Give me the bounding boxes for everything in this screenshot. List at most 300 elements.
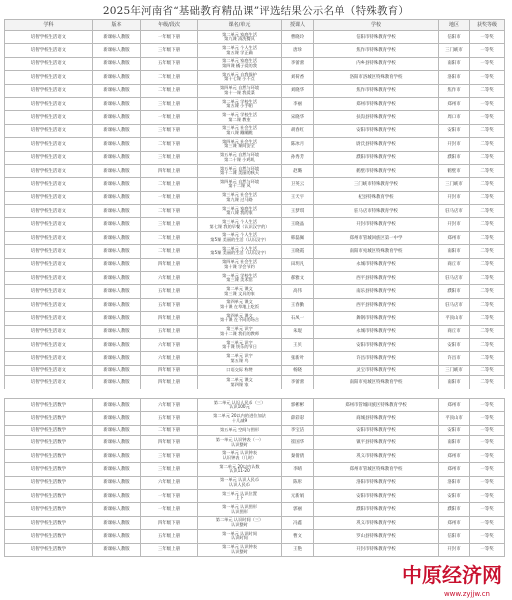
cell-teacher: 韩磊佩	[282, 231, 314, 244]
cell-school: 开封市特殊教育学校	[314, 218, 439, 231]
cell-region: 开封市	[439, 191, 470, 204]
cell-teacher: 刘晓华	[282, 84, 314, 97]
header-school: 学校	[314, 20, 439, 31]
cell-teacher: 李丽	[282, 97, 314, 110]
cell-teacher: 孙秀芳	[282, 151, 314, 164]
cell-version: 新课标人教版	[93, 44, 141, 57]
cell-lesson: 第四单元 自然与环境 第十一课 我爱菜	[198, 84, 282, 97]
cell-lesson: 第五单元 空间与图形	[198, 425, 282, 436]
cell-school: 内乡县特殊教育学校	[314, 57, 439, 70]
page-title: 2025年河南省“基础教育精品课”评选结果公示名单（特殊教育）	[102, 5, 410, 17]
cell-school: 鹤壁市特殊教育学校	[314, 164, 439, 177]
table-row	[5, 338, 505, 351]
cell-school: 杞县特殊教育学校	[314, 191, 439, 204]
cell-school: 西平县特殊教育学校	[314, 298, 439, 311]
cell-grade: 六年级下册	[141, 338, 198, 351]
cell-lesson: 第五单元 自我保护 第十七课 小不点	[198, 71, 282, 84]
cell-grade: 六年级上册	[141, 476, 198, 489]
cell-subject: 培智学校生活语文	[5, 325, 93, 338]
cell-award: 二等奖	[470, 124, 505, 137]
cell-award: 一等奖	[470, 44, 505, 57]
cell-version: 新课标人教版	[93, 245, 141, 258]
cell-teacher: 郝雅文	[282, 272, 314, 285]
cell-region: 南阳市	[439, 436, 470, 449]
header-version: 版本	[93, 20, 141, 31]
cell-grade: 三年级上册	[141, 151, 198, 164]
cell-version: 新课标人教版	[93, 124, 141, 137]
cell-version: 新课标人教版	[93, 436, 141, 449]
cell-award: 二等奖	[470, 285, 505, 298]
cell-version: 新课标人教版	[93, 325, 141, 338]
table-row	[5, 178, 505, 191]
cell-school: 焦作市特殊教育学校	[314, 84, 439, 97]
cell-subject: 培智学校生活数学	[5, 476, 93, 489]
cell-award: 一等奖	[470, 111, 505, 124]
cell-version: 新课标人教版	[93, 412, 141, 425]
cell-region: 郑州市	[439, 463, 470, 476]
cell-lesson: 第四单元 自然与环境 第十二课 风	[198, 178, 282, 191]
cell-grade: 二年级上册	[141, 231, 198, 244]
cell-teacher: 田玥凡	[282, 258, 314, 271]
table-row	[5, 516, 505, 529]
cell-grade: 四年级下册	[141, 516, 198, 529]
cell-grade: 一年级上册	[141, 191, 198, 204]
award-table-section-2	[4, 398, 505, 557]
cell-region: 鹤壁市	[439, 164, 470, 177]
cell-teacher: 冯鑫	[282, 516, 314, 529]
cell-subject: 培智学校生活语文	[5, 376, 93, 389]
cell-school: 南阳市宛城区特殊教育学校	[314, 376, 439, 389]
cell-grade: 六年级上册	[141, 272, 198, 285]
cell-region: 平顶山市	[439, 312, 470, 325]
cell-region: 安阳市	[439, 124, 470, 137]
cell-award: 一等奖	[470, 476, 505, 489]
cell-subject: 培智学校生活语文	[5, 111, 93, 124]
cell-school: 开封市特殊教育学校	[314, 543, 439, 556]
table-row	[5, 476, 505, 489]
site-watermark-url: www.zyjjw.cn	[443, 590, 490, 598]
table-row	[5, 258, 505, 271]
cell-version: 新课标人教版	[93, 376, 141, 389]
cell-lesson: 第五单元 自然与环境 第二十课 小鸡叽	[198, 151, 282, 164]
cell-teacher: 王晓霞	[282, 245, 314, 258]
cell-award: 一等奖	[470, 463, 505, 476]
table-row	[5, 298, 505, 311]
cell-teacher: 王艳	[282, 543, 314, 556]
table-row	[5, 231, 505, 244]
cell-subject: 培智学校生活语文	[5, 218, 93, 231]
table-row	[5, 449, 505, 462]
cell-subject: 培智学校生活数学	[5, 436, 93, 449]
header-award: 获奖等级	[470, 20, 505, 31]
cell-version: 新课标人教版	[93, 516, 141, 529]
cell-lesson: 第四单元 课文 第十课 在不同的场合	[198, 312, 282, 325]
cell-grade: 四年级上册	[141, 164, 198, 177]
cell-region: 南阳市	[439, 245, 470, 258]
table-row	[5, 272, 505, 285]
cell-region: 郑州市	[439, 399, 470, 412]
cell-version: 新课标人教版	[93, 490, 141, 503]
table-row	[5, 503, 505, 516]
cell-lesson: 第五单元 自然与环境 第十二课 美丽的秋天	[198, 164, 282, 177]
cell-version: 新课标人教版	[93, 71, 141, 84]
cell-school: 焦作市特殊教育学校	[314, 44, 439, 57]
cell-version: 新课标人教版	[93, 298, 141, 311]
cell-award: 一等奖	[470, 503, 505, 516]
cell-school: 尉氏县特殊教育学校	[314, 138, 439, 151]
cell-award: 二等奖	[470, 138, 505, 151]
cell-grade: 三年级下册	[141, 449, 198, 462]
cell-lesson: 第二单元 学校生活 第五课 小手帕	[198, 97, 282, 110]
cell-lesson: 第二单元 课文 第四课 家	[198, 376, 282, 389]
cell-region: 驻马店市	[439, 298, 470, 311]
cell-version: 新课标人教版	[93, 449, 141, 462]
cell-version: 新课标人教版	[93, 425, 141, 436]
cell-lesson: 第四单元 社会生活 第十课 学会节约	[198, 258, 282, 271]
cell-version: 新课标人教版	[93, 399, 141, 412]
cell-school: 南阳市宛城区特殊教育学校	[314, 245, 439, 258]
cell-region: 商丘市	[439, 258, 470, 271]
cell-school: 安阳市特殊教育学校	[314, 425, 439, 436]
cell-award: 一等奖	[470, 71, 505, 84]
cell-grade: 三年级上册	[141, 97, 198, 110]
cell-school: 洛阳市洛城区特殊教育学校	[314, 71, 439, 84]
site-watermark-logo: 中原经济网	[402, 563, 502, 587]
cell-grade: 四年级上册	[141, 258, 198, 271]
table-row	[5, 543, 505, 556]
cell-subject: 培智学校生活语文	[5, 44, 93, 57]
cell-lesson: 第四单元 社会生活 第三课 课间安全	[198, 138, 282, 151]
cell-subject: 培智学校生活数学	[5, 503, 93, 516]
cell-school: 濮阳市特殊教育学校	[314, 503, 439, 516]
cell-award: 二等奖	[470, 191, 505, 204]
cell-subject: 培智学校生活数学	[5, 543, 93, 556]
cell-lesson: 第二单元 课文 第三课 文具的家	[198, 285, 282, 298]
cell-region: 郑州市	[439, 231, 470, 244]
cell-lesson: 第一单元 个人生活 第5课 美丽的生活（认识汉字）	[198, 231, 282, 244]
table-row	[5, 325, 505, 338]
cell-teacher: 薛彩彩	[282, 412, 314, 425]
cell-school: 南乐县特殊教育学校	[314, 285, 439, 298]
cell-region: 安阳市	[439, 490, 470, 503]
cell-school: 郑州市管城区特殊教育学校	[314, 463, 439, 476]
cell-lesson: 第二单元 识字 第五课 鸟	[198, 352, 282, 365]
cell-region: 驻马店市	[439, 272, 470, 285]
cell-teacher: 赵璐	[282, 164, 314, 177]
cell-teacher: 李蕾蕾	[282, 57, 314, 70]
table-row	[5, 365, 505, 376]
cell-version: 新课标人教版	[93, 205, 141, 218]
table-row	[5, 97, 505, 110]
cell-subject: 培智学校生活数学	[5, 425, 93, 436]
cell-lesson: 第三单元 社会生活 第八课 蹦蹦跳	[198, 124, 282, 137]
cell-grade: 六年级下册	[141, 399, 198, 412]
cell-lesson: 第一单元 认识图形 认识图形	[198, 503, 282, 516]
cell-school: 郑州市管城回族区第一中学	[314, 231, 439, 244]
cell-subject: 培智学校生活语文	[5, 245, 93, 258]
cell-teacher: 李晴	[282, 463, 314, 476]
table-body	[5, 399, 505, 557]
table-row	[5, 44, 505, 57]
cell-grade: 四年级下册	[141, 365, 198, 376]
cell-subject: 培智学校生活数学	[5, 490, 93, 503]
table-row	[5, 205, 505, 218]
cell-lesson: 第二单元 个人生活 第5课 美丽的生活（认识汉字）	[198, 245, 282, 258]
cell-lesson: 第三单元 社会生活 第九课 过马路	[198, 191, 282, 204]
cell-award: 一等奖	[470, 425, 505, 436]
cell-version: 新课标人教版	[93, 365, 141, 376]
cell-school: 舞钢市特殊教育学校	[314, 312, 439, 325]
cell-award: 二等奖	[470, 84, 505, 97]
cell-teacher: 陈冰月	[282, 138, 314, 151]
cell-school: 西平县特殊教育学校	[314, 272, 439, 285]
cell-version: 新课标人教版	[93, 476, 141, 489]
cell-version: 新课标人教版	[93, 31, 141, 44]
table-row	[5, 124, 505, 137]
cell-region: 信阳市	[439, 31, 470, 44]
cell-region: 濮阳市	[439, 285, 470, 298]
cell-subject: 培智学校生活语文	[5, 191, 93, 204]
cell-version: 新课标人教版	[93, 164, 141, 177]
cell-version: 新课标人教版	[93, 218, 141, 231]
cell-grade: 三年级下册	[141, 44, 198, 57]
cell-school: 罗山县特殊教育学校	[314, 530, 439, 543]
cell-lesson: 第一单元 认识人民币 认识人民币	[198, 476, 282, 489]
cell-school: 镇平县特殊教育学校	[314, 436, 439, 449]
cell-school: 郑州市管城回族区特殊教育学校	[314, 399, 439, 412]
cell-region: 开封市	[439, 138, 470, 151]
cell-subject: 培智学校生活语文	[5, 124, 93, 137]
cell-subject: 培智学校生活语文	[5, 178, 93, 191]
cell-award: 一等奖	[470, 490, 505, 503]
cell-subject: 培智学校生活语文	[5, 338, 93, 351]
cell-subject: 培智学校生活语文	[5, 205, 93, 218]
cell-version: 新课标人教版	[93, 178, 141, 191]
cell-lesson: 第四单元 课文 第十课 在草地上吃饭	[198, 298, 282, 311]
cell-teacher: 王春勤	[282, 298, 314, 311]
cell-subject: 培智学校生活语文	[5, 285, 93, 298]
cell-grade: 二年级上册	[141, 71, 198, 84]
cell-subject: 培智学校生活语文	[5, 231, 93, 244]
cell-award: 一等奖	[470, 31, 505, 44]
cell-version: 新课标人教版	[93, 338, 141, 351]
cell-award: 一等奖	[470, 530, 505, 543]
table-row	[5, 151, 505, 164]
cell-lesson: 第二单元 家庭生活 第九课 清洗餐具	[198, 31, 282, 44]
cell-school: 永城市特殊教育学校	[314, 258, 439, 271]
section-gap	[0, 389, 512, 398]
cell-grade: 二年级下册	[141, 138, 198, 151]
table-row	[5, 463, 505, 476]
cell-region: 安阳市	[439, 425, 470, 436]
cell-lesson: 第二单元 认识时间（三） 认识整时	[198, 516, 282, 529]
cell-version: 新课标人教版	[93, 138, 141, 151]
cell-award: 二等奖	[470, 231, 505, 244]
cell-teacher: 曹文	[282, 530, 314, 543]
cell-subject: 培智学校生活数学	[5, 463, 93, 476]
cell-lesson: 第一单元 认识钟表（一） 认识整时	[198, 436, 282, 449]
cell-award: 二等奖	[470, 151, 505, 164]
cell-teacher: 石凤一	[282, 312, 314, 325]
cell-region: 焦作市	[439, 84, 470, 97]
cell-award: 二等奖	[470, 298, 505, 311]
cell-lesson: 第一单元 认识时间 认识时间	[198, 530, 282, 543]
cell-grade: 一年级上册	[141, 111, 198, 124]
cell-award: 二等奖	[470, 325, 505, 338]
table-row	[5, 164, 505, 177]
cell-grade: 二年级上册	[141, 178, 198, 191]
cell-award: 二等奖	[470, 365, 505, 376]
cell-award: 一等奖	[470, 516, 505, 529]
cell-region: 三门峡市	[439, 365, 470, 376]
cell-teacher: 卫英云	[282, 178, 314, 191]
cell-award: 一等奖	[470, 436, 505, 449]
cell-teacher: 郭彬彬	[282, 399, 314, 412]
cell-region: 南阳市	[439, 57, 470, 70]
cell-award: 二等奖	[470, 272, 505, 285]
cell-version: 新课标人教版	[93, 543, 141, 556]
cell-version: 新课标人教版	[93, 530, 141, 543]
cell-region: 郑州市	[439, 97, 470, 110]
cell-version: 新课标人教版	[93, 57, 141, 70]
cell-region: 洛阳市	[439, 71, 470, 84]
cell-subject: 培智学校生活语文	[5, 272, 93, 285]
cell-subject: 培智学校生活语文	[5, 365, 93, 376]
cell-lesson: 第三单元 识字 第十二课 我们的教师	[198, 325, 282, 338]
cell-region: 濮阳市	[439, 151, 470, 164]
cell-subject: 培智学校生活语文	[5, 312, 93, 325]
cell-version: 新课标人教版	[93, 463, 141, 476]
table-row	[5, 490, 505, 503]
cell-version: 新课标人教版	[93, 84, 141, 97]
cell-region: 周口市	[439, 111, 470, 124]
cell-version: 新课标人教版	[93, 312, 141, 325]
cell-lesson: 口语交际 称赞	[198, 365, 282, 376]
cell-school: 濮阳市特殊教育学校	[314, 151, 439, 164]
cell-teacher: 杨晓	[282, 365, 314, 376]
cell-teacher: 陈彤	[282, 476, 314, 489]
cell-award: 二等奖	[470, 352, 505, 365]
cell-subject: 培智学校生活语文	[5, 151, 93, 164]
cell-subject: 培智学校生活语文	[5, 84, 93, 97]
cell-region: 三门峡市	[439, 44, 470, 57]
cell-teacher: 王晓晶	[282, 218, 314, 231]
cell-award: 一等奖	[470, 399, 505, 412]
cell-school: 永城市特殊教育学校	[314, 325, 439, 338]
cell-award: 二等奖	[470, 258, 505, 271]
cell-award: 一等奖	[470, 57, 505, 70]
cell-award: 二等奖	[470, 338, 505, 351]
cell-lesson: 第三单元 识字 第十课 快乐的节日	[198, 338, 282, 351]
table-row	[5, 191, 505, 204]
cell-subject: 培智学校生活数学	[5, 516, 93, 529]
cell-teacher: 王天宇	[282, 191, 314, 204]
cell-region: 开封市	[439, 218, 470, 231]
cell-region: 许昌市	[439, 352, 470, 365]
cell-subject: 培智学校生活数学	[5, 449, 93, 462]
cell-lesson: 第一单元 学校生活 第二课 教室	[198, 111, 282, 124]
cell-teacher: 曹晓玲	[282, 31, 314, 44]
table-row	[5, 530, 505, 543]
table-row	[5, 436, 505, 449]
cell-region: 郑州市	[439, 516, 470, 529]
cell-school: 信阳市特殊教育学校	[314, 31, 439, 44]
cell-grade: 五年级上册	[141, 325, 198, 338]
cell-region: 开封市	[439, 543, 470, 556]
cell-school: 驻马店市特殊教育学校	[314, 205, 439, 218]
cell-school: 安阳市特殊教育学校	[314, 124, 439, 137]
header-region: 地区	[439, 20, 470, 31]
cell-region: 驻马店市	[439, 205, 470, 218]
cell-grade: 三年级下册	[141, 124, 198, 137]
cell-grade: 二年级上册	[141, 84, 198, 97]
header-subject: 学科	[5, 20, 93, 31]
cell-version: 新课标人教版	[93, 258, 141, 271]
cell-subject: 培智学校生活语文	[5, 352, 93, 365]
cell-grade: 四年级下册	[141, 436, 198, 449]
cell-school: 灵宝市特殊教育学校	[314, 365, 439, 376]
cell-subject: 培智学校生活语文	[5, 31, 93, 44]
cell-lesson: 第二单元 家庭生活 第四课 橘子爱的我	[198, 57, 282, 70]
cell-school: 安阳市特殊教育学校	[314, 338, 439, 351]
header-teacher: 授课人	[282, 20, 314, 31]
cell-lesson: 第二单元 认识钟表 认识整时	[198, 543, 282, 556]
award-table-section-1	[4, 19, 505, 390]
cell-lesson: 第一单元 学校生活 第三课 美术馆	[198, 272, 282, 285]
cell-teacher: 李蕾蕾	[282, 376, 314, 389]
cell-teacher: 秦倩倩	[282, 449, 314, 462]
cell-award: 二等奖	[470, 245, 505, 258]
header-grade: 年级/段次	[141, 20, 198, 31]
table-row	[5, 376, 505, 389]
cell-award: 一等奖	[470, 97, 505, 110]
cell-grade: 一年级下册	[141, 31, 198, 44]
cell-region: 洛阳市	[439, 476, 470, 489]
table-row	[5, 412, 505, 425]
cell-region: 郑州市	[439, 449, 470, 462]
cell-subject: 培智学校生活语文	[5, 258, 93, 271]
cell-award: 二等奖	[470, 376, 505, 389]
cell-version: 新课标人教版	[93, 352, 141, 365]
cell-lesson: 第一单元 认识钟表 认识钟表（几时）	[198, 449, 282, 462]
cell-grade: 五年级下册	[141, 298, 198, 311]
cell-region: 平顶山市	[439, 412, 470, 425]
cell-grade: 三年级上册	[141, 543, 198, 556]
table-row	[5, 57, 505, 70]
cell-grade: 五年级下册	[141, 412, 198, 425]
cell-version: 新课标人教版	[93, 97, 141, 110]
cell-version: 新课标人教版	[93, 285, 141, 298]
cell-teacher: 刘荷香	[282, 71, 314, 84]
cell-teacher: 王贝	[282, 338, 314, 351]
cell-grade: 三年级上册	[141, 463, 198, 476]
cell-teacher: 郭丽	[282, 503, 314, 516]
cell-school: 扶沟县特殊教育学校	[314, 111, 439, 124]
header-lesson: 课名/单元	[198, 20, 282, 31]
cell-award: 一等奖	[470, 412, 505, 425]
cell-school: 安阳市特殊教育学校	[314, 490, 439, 503]
cell-lesson: 第二单元 认识人民币（三） 认识100元	[198, 399, 282, 412]
cell-teacher: 宋晓华	[282, 111, 314, 124]
cell-region: 信阳市	[439, 530, 470, 543]
cell-teacher: 张新叶	[282, 352, 314, 365]
cell-school: 郑州市特殊教育学校	[314, 97, 439, 110]
table-row	[5, 425, 505, 436]
cell-teacher: 王梦琪	[282, 205, 314, 218]
cell-teacher: 元新娟	[282, 490, 314, 503]
table-row	[5, 245, 505, 258]
cell-lesson: 第三单元 认识位置 上下	[198, 490, 282, 503]
